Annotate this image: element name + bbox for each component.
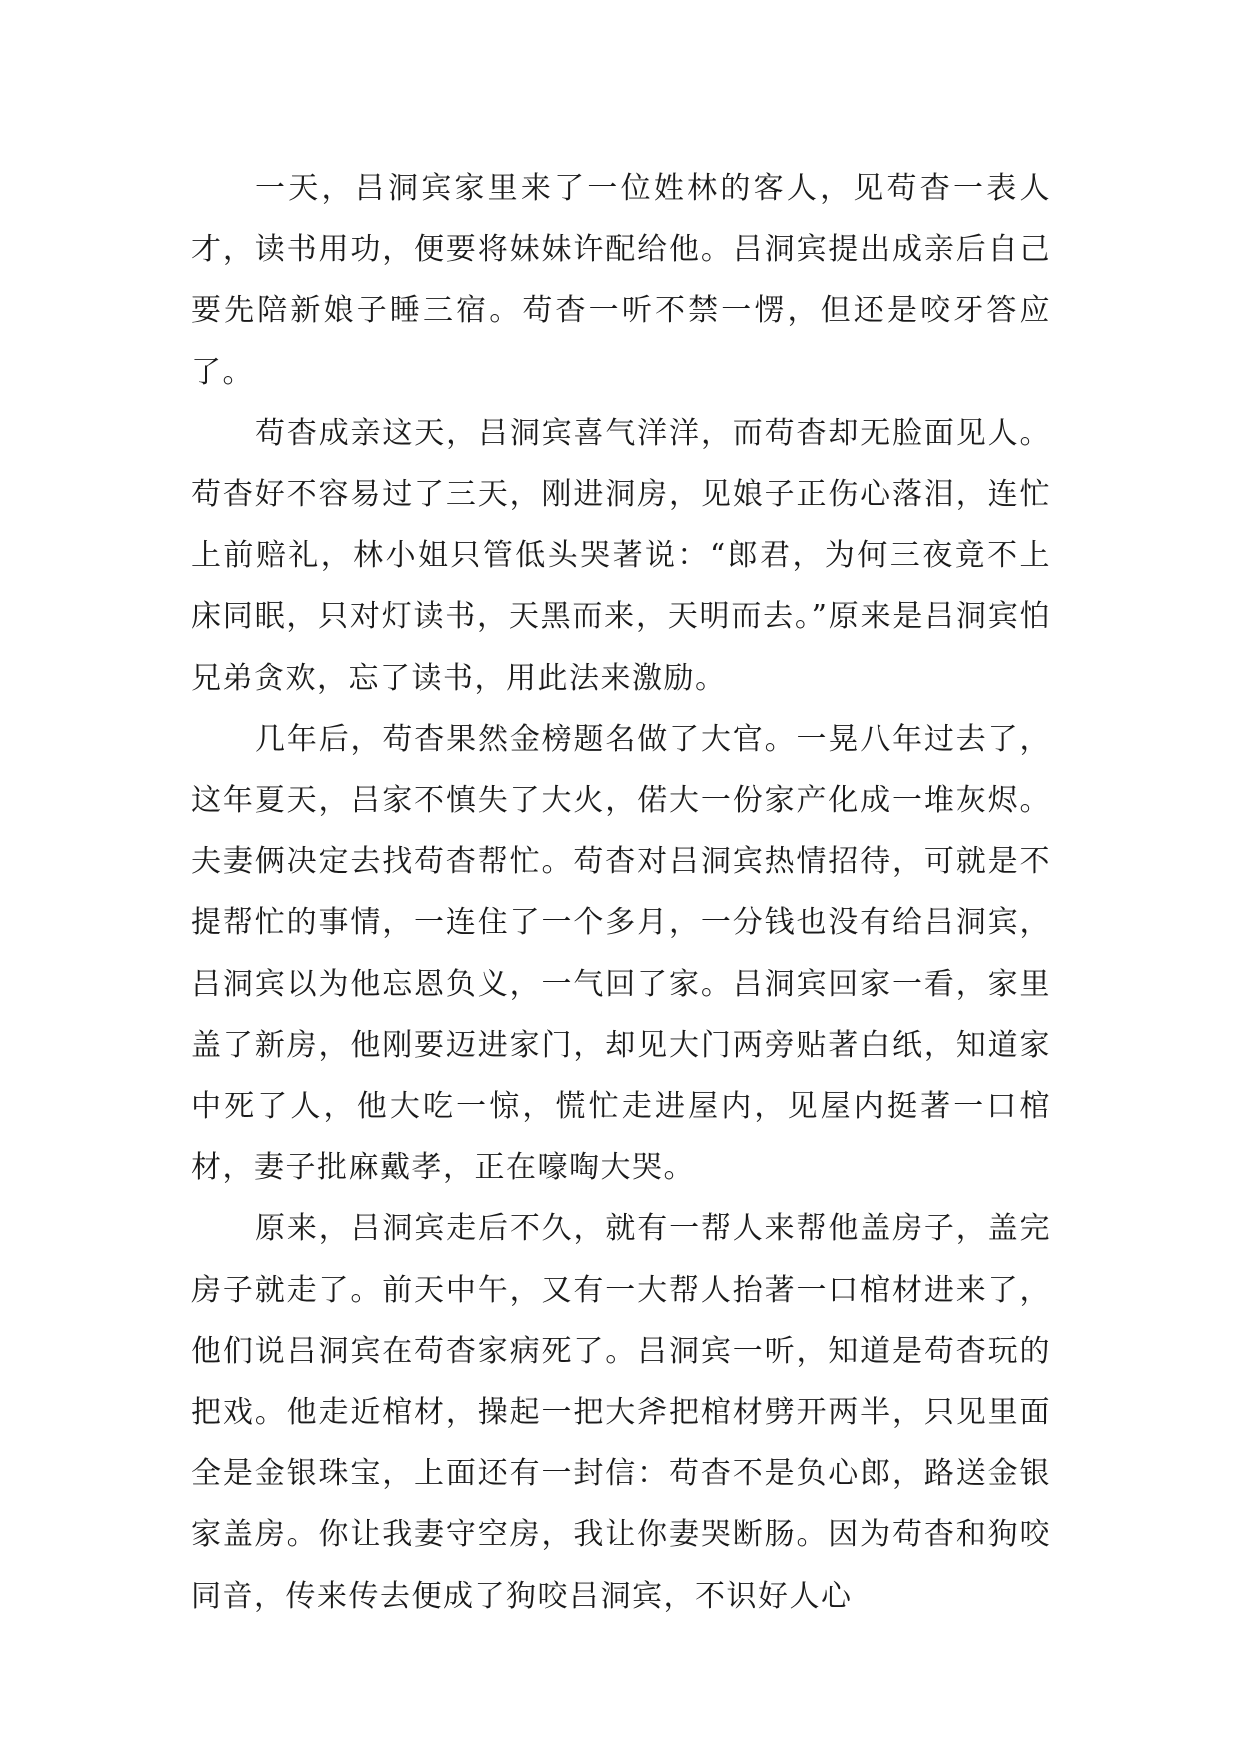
paragraph-4: 原来，吕洞宾走后不久，就有一帮人来帮他盖房子，盖完房子就走了。前天中午，又有一大帮人抬著一口棺材进来了，他们说吕洞宾在苟杳家病死了。吕洞宾一听，知道是苟杳玩的把戏。他走近棺材，操起一把大斧把棺材劈开两半，只见里面全是金银珠宝，上面还有一封信：苟杳不是负心郎，路送金银家盖房。你让我妻守空房，我让你妻哭断肠。因为苟杳和狗咬同音，传来传去便成了狗咬吕洞宾，不识好人心	[191, 1211, 1051, 1614]
paragraph-1: 一天，吕洞宾家里来了一位姓林的客人，见苟杳一表人才，读书用功，便要将妹妹许配给他。吕洞宾提出成亲后自己要先陪新娘子睡三宿。苟杳一听不禁一愣，但还是咬牙答应了。	[191, 171, 1051, 390]
body-text	[191, 158, 1051, 1627]
paragraph-2: 苟杳成亲这天，吕洞宾喜气洋洋，而苟杳却无脸面见人。苟杳好不容易过了三天，刚进洞房，见娘子正伤心落泪，连忙上前赔礼，林小姐只管低头哭著说：“郎君，为何三夜竟不上床同眠，只对灯读书，天黑而来，天明而去。”原来是吕洞宾怕兄弟贪欢，忘了读书，用此法来激励。	[191, 415, 1051, 696]
paragraph-3: 几年后，苟杳果然金榜题名做了大官。一晃八年过去了，这年夏天，吕家不慎失了大火，偌大一份家产化成一堆灰烬。夫妻俩决定去找苟杳帮忙。苟杳对吕洞宾热情招待，可就是不提帮忙的事情，一连住了一个多月，一分钱也没有给吕洞宾，吕洞宾以为他忘恩负义，一气回了家。吕洞宾回家一看，家里盖了新房，他刚要迈进家门，却见大门两旁贴著白纸，知道家中死了人，他大吃一惊，慌忙走进屋内，见屋内挺著一口棺材，妻子批麻戴孝，正在嚎啕大哭。	[191, 721, 1051, 1186]
